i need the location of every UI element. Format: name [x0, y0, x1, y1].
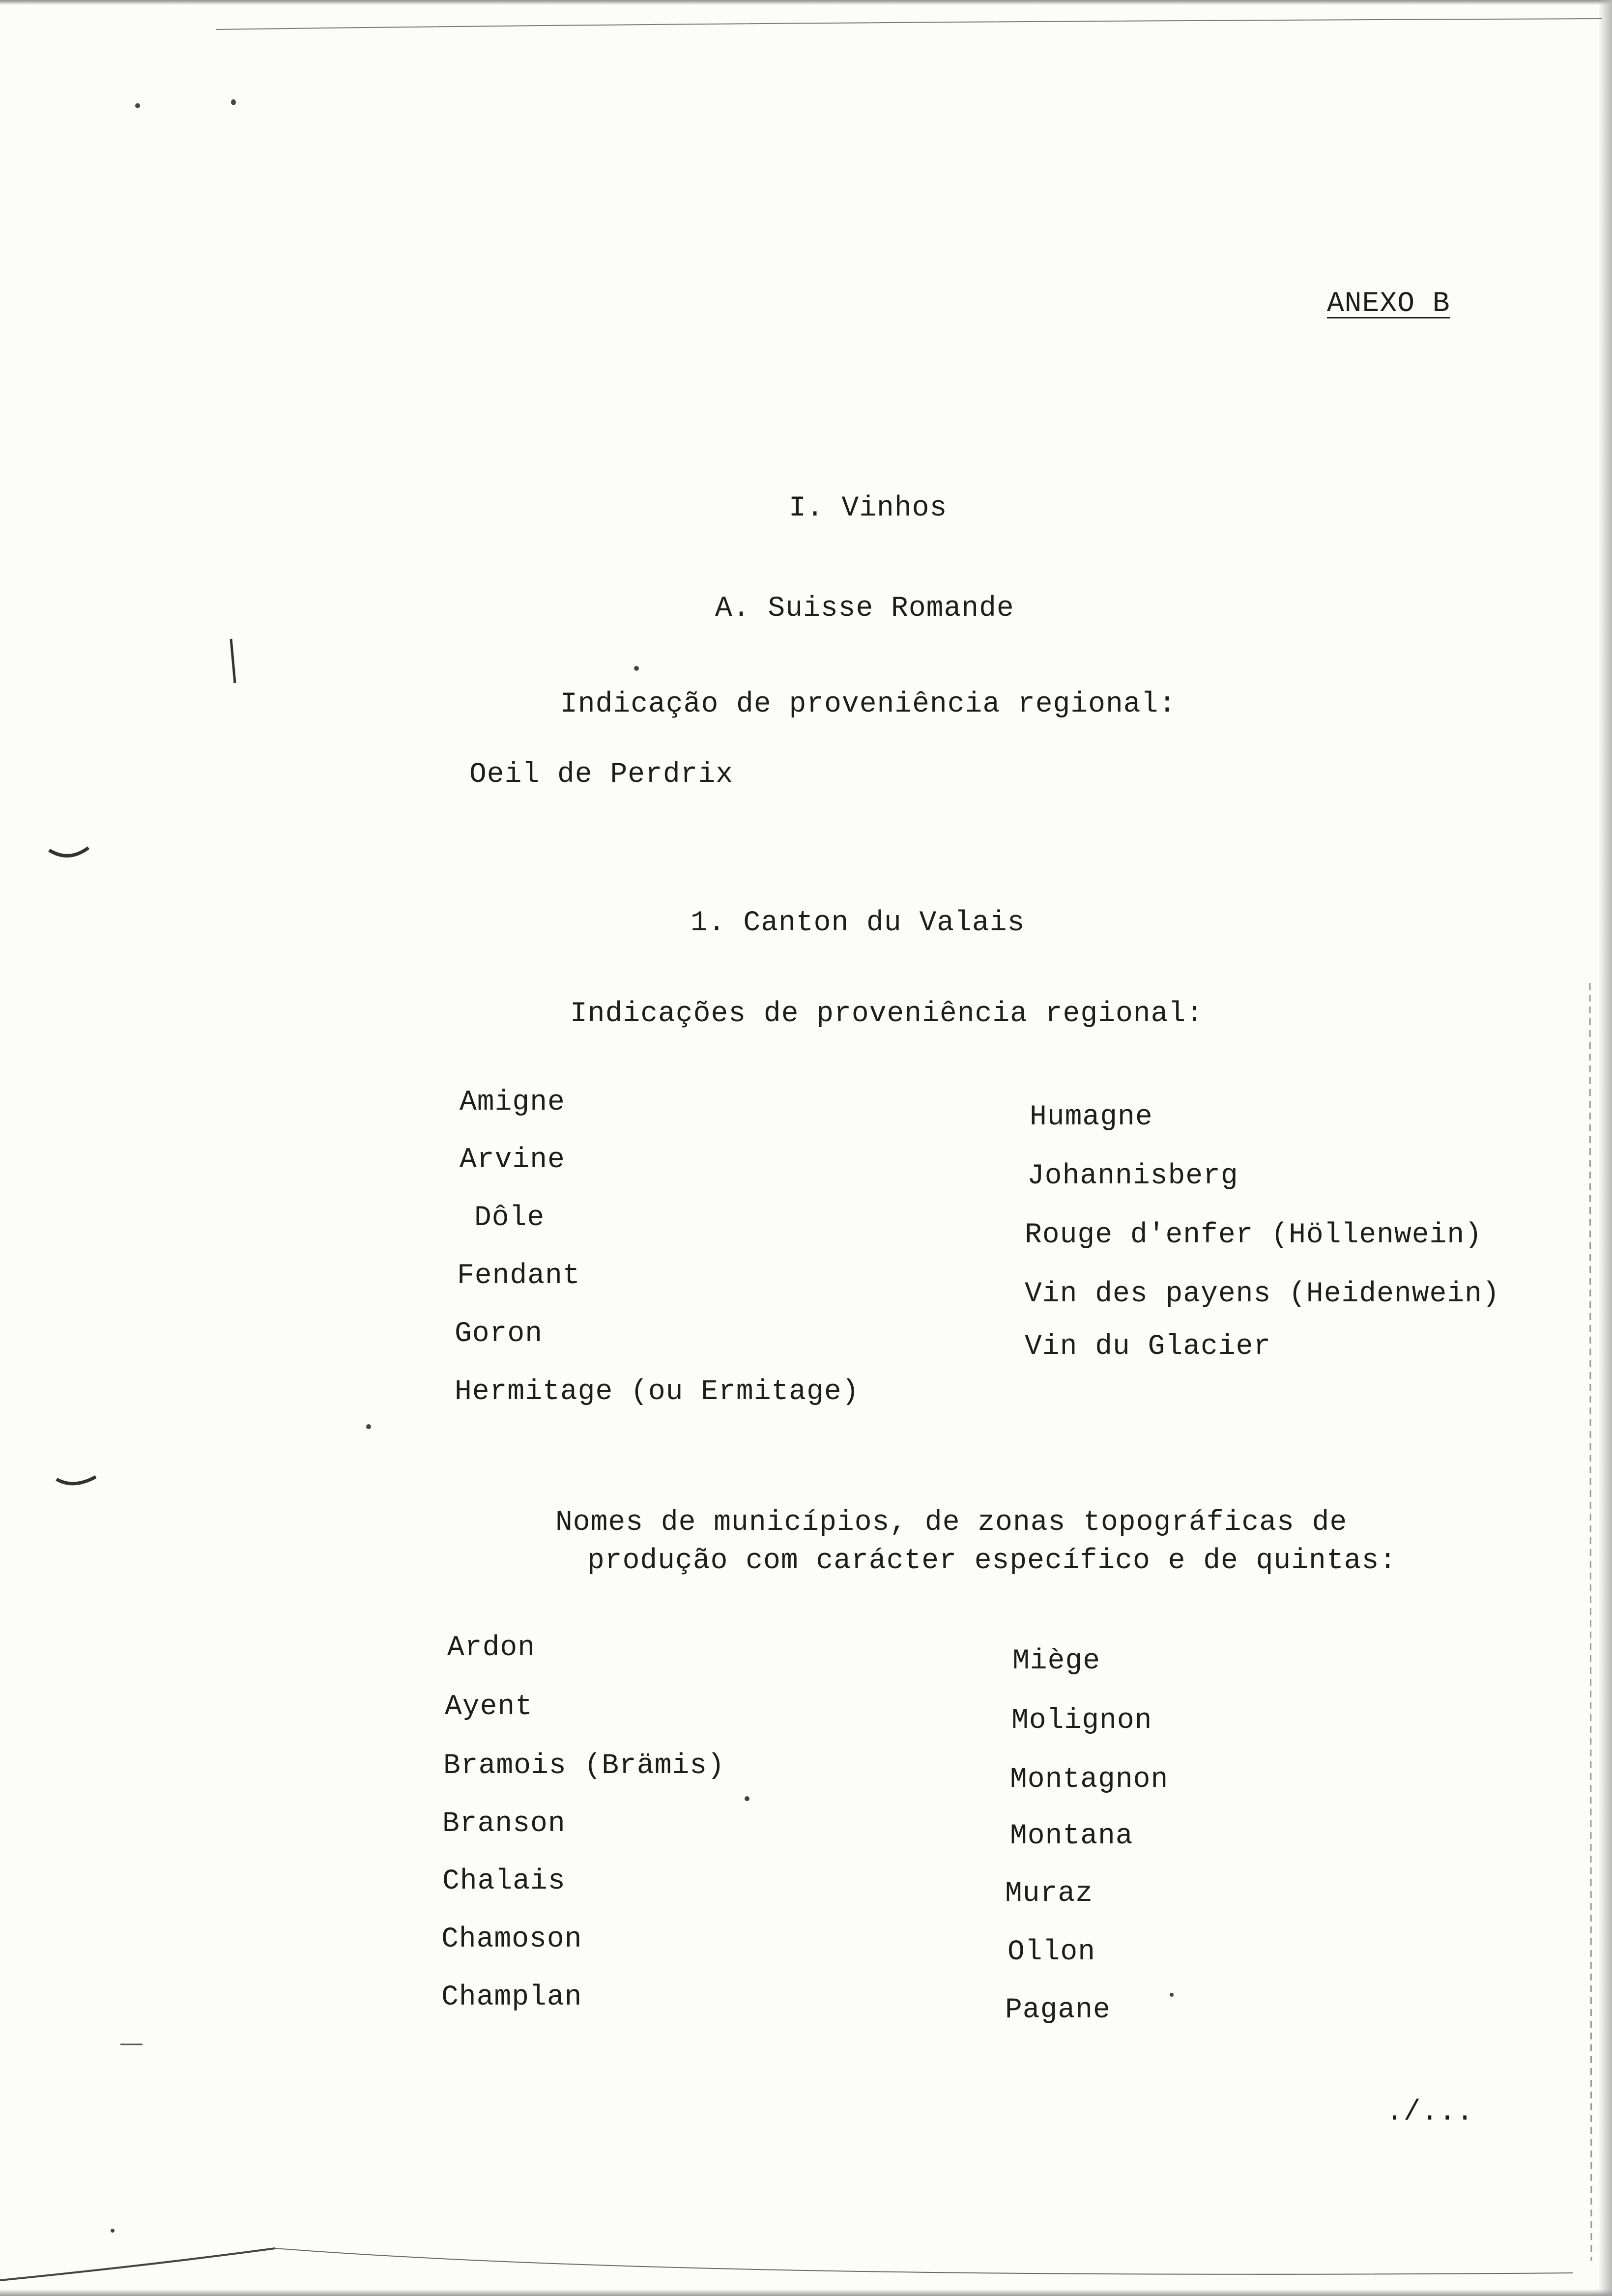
list-item: Montana: [1010, 1820, 1133, 1852]
scan-mark: [49, 848, 88, 856]
list-item: Amigne: [460, 1087, 565, 1119]
list-item: Ardon: [447, 1632, 536, 1664]
list-item: Rouge d'enfer (Höllenwein): [1025, 1219, 1482, 1251]
list-item: Johannisberg: [1027, 1160, 1238, 1192]
scan-mark: [57, 1477, 96, 1484]
list-item: Humagne: [1030, 1101, 1153, 1133]
list-item: Goron: [455, 1318, 543, 1350]
list-item: Ollon: [1008, 1936, 1096, 1968]
subsection-heading: A. Suisse Romande: [715, 593, 1014, 625]
regional-indication-item: Oeil de Perdrix: [469, 759, 734, 791]
section-heading: I. Vinhos: [789, 492, 948, 524]
list-item: Champlan: [441, 1981, 582, 2013]
list-item: Dôle: [474, 1202, 545, 1234]
list-item: Ayent: [445, 1691, 533, 1723]
regional-indication-label: Indicação de proveniência regional:: [560, 689, 1177, 720]
scan-mark: [275, 2248, 1573, 2274]
list-item: Branson: [442, 1808, 566, 1840]
scan-mark: [0, 2248, 275, 2280]
list-item: Arvine: [460, 1144, 565, 1176]
annex-label: ANEXO B: [1327, 288, 1450, 320]
list-item: Fendant: [457, 1260, 580, 1292]
list-item: Chalais: [442, 1866, 566, 1897]
list-item: Vin des payens (Heidenwein): [1025, 1278, 1500, 1310]
list-item: Pagane: [1005, 1994, 1111, 2026]
municipalities-label-line1: Nomes de municípios, de zonas topográficas de: [555, 1507, 1348, 1539]
list-item: Muraz: [1005, 1878, 1094, 1910]
list-item: Miège: [1012, 1645, 1101, 1677]
list-item: Hermitage (ou Ermitage): [455, 1376, 860, 1408]
scan-mark: [1590, 983, 1591, 2261]
canton-heading: 1. Canton du Valais: [691, 907, 1025, 939]
list-item: Montagnon: [1010, 1764, 1169, 1796]
scan-mark: [231, 639, 235, 683]
list-item: Molignon: [1011, 1705, 1152, 1737]
list-item: Vin du Glacier: [1025, 1331, 1271, 1363]
continuation-mark: ./...: [1386, 2096, 1474, 2128]
list-item: Chamoson: [441, 1923, 582, 1955]
municipalities-label-line2: produção com carácter específico e de quintas:: [587, 1545, 1397, 1577]
scan-mark: [216, 19, 1602, 29]
canton-regional-label: Indicações de proveniência regional:: [570, 998, 1204, 1030]
list-item: Bramois (Brämis): [443, 1750, 725, 1782]
